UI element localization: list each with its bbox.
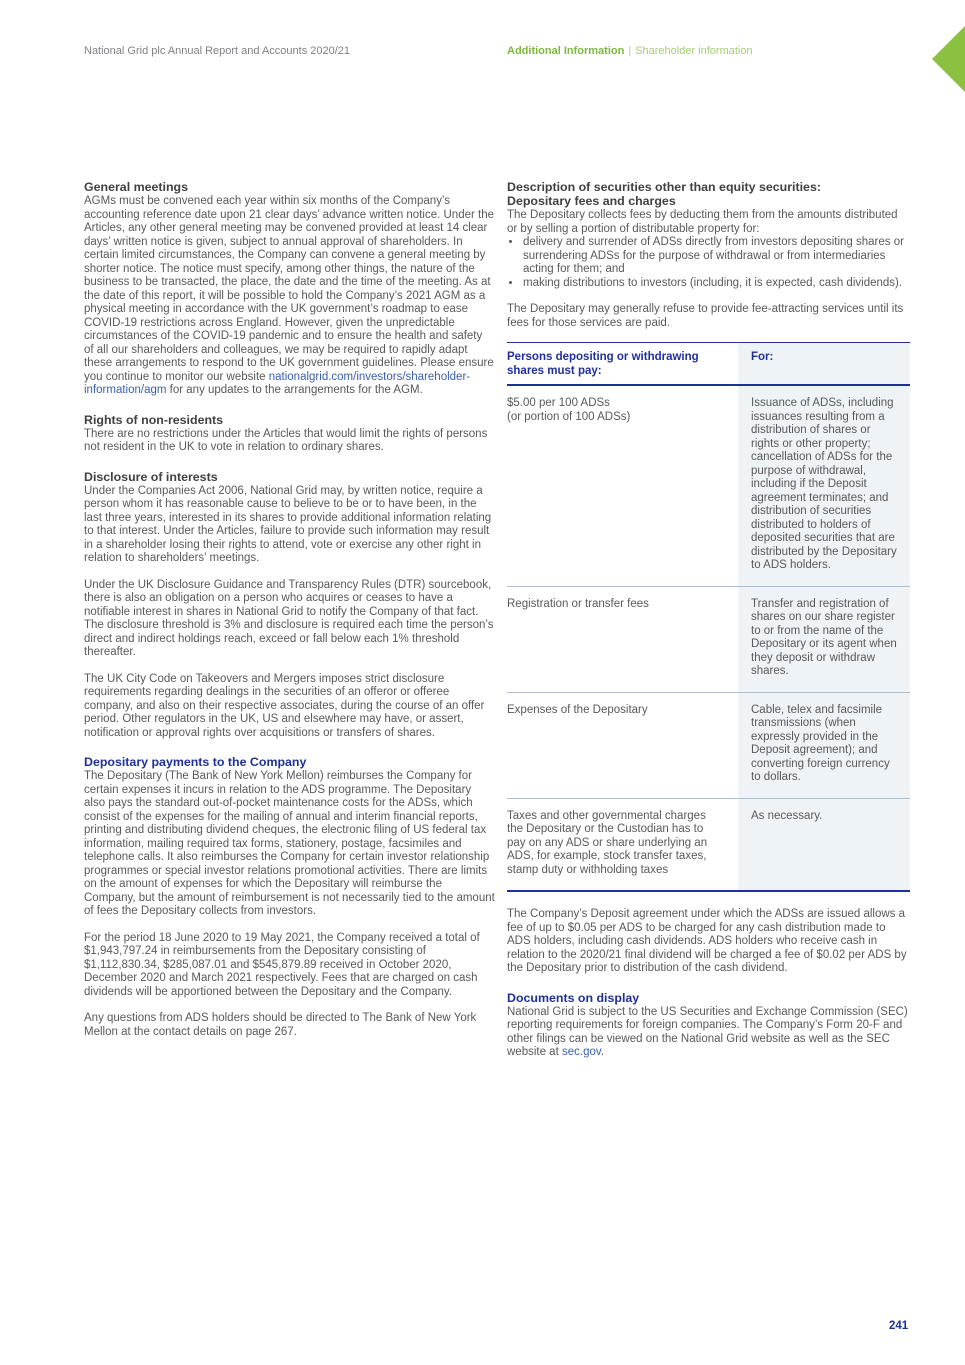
cell-for: Transfer and registration of shares on our share register to or from the name of the Depositary or its agent when they deposit or withdraw shares. — [738, 586, 910, 692]
paragraph-documents-on-display — [507, 1006, 910, 1060]
section-heading-disclosure-of-interests: Disclosure of interests — [84, 469, 218, 484]
section-heading-securities-description — [507, 180, 910, 208]
left-column — [84, 180, 495, 1060]
cell-pay: Expenses of the Depositary — [507, 692, 738, 798]
agm-information-link[interactable]: nationalgrid.com/investors/shareholder-information/agm — [84, 370, 471, 396]
paragraph-deposit-agreement: The Company’s Deposit agreement under which the ADSs are issued allows a fee of up to $0.05 per ADS to be charged for any cash distribution made to ADS holders, including cash dividends. ADS holders who receive cash in relation to the 2020/21 final dividend will be charged a fee of $0.02 per ADS by the Depositary prior to distribution of the cash dividend. — [507, 908, 907, 974]
list-item: • delivery and surrender of ADSs directly from investors depositing shares or surrendering ADSs for the purpose of withdrawal or from intermediaries acting for them; and — [522, 236, 910, 277]
paragraph-depositary-payments-3: Any questions from ADS holders should be directed to The Bank of New York Mellon at the contact details on page 267. — [84, 1012, 477, 1038]
section-heading-general-meetings: General meetings — [84, 180, 188, 194]
paragraph-text: . — [600, 1046, 604, 1058]
cell-for: Issuance of ADSs, including issuances resulting from a distribution of shares or rights or other property; cancellation of ADSs for the purpose of withdrawal, including if the Deposit agreement terminates; and distribution of securities distributed to holders of deposited securities that are distributed by the Depositary to ADS holders. — [738, 385, 910, 586]
breadcrumb-divider: | — [628, 45, 632, 57]
heading-line: Description of securities other than equity securities: — [507, 180, 821, 194]
paragraph-disclosure-3: The UK City Code on Takeovers and Mergers imposes strict disclosure requirements regarding dealings in the securities of an offeror or offeree company, and also on their respective associates, during the course of an offer period. Other regulators in the UK, US and elsewhere may have, or assert, notification or approval rights over acquisitions or transfers of shares. — [84, 672, 485, 739]
column-header-persons-pay: Persons depositing or withdrawing shares must pay: — [507, 343, 738, 386]
table-header-row — [507, 343, 910, 386]
paragraph-disclosure-1: Under the Companies Act 2006, National Grid may, by written notice, require a person whom it has reasonable cause to believe to be or to have been, in the last three years, interested in its shares to provide additional information relating to that interest. Under the Articles, failure to provide such information may result in a shareholder losing their rights to attend, vote or exercise any other right in relation to shareholders’ meetings. — [84, 484, 492, 564]
column-header-for: For: — [738, 343, 910, 386]
cell-text-line: $5.00 per 100 ADSs — [507, 397, 610, 409]
paragraph-securities-intro: The Depositary collects fees by deducting them from the amounts distributed or by selling a portion of distributable property for: — [507, 209, 898, 235]
header-breadcrumb — [507, 45, 753, 58]
page-number: 241 — [889, 1320, 909, 1332]
breadcrumb-subsection: Shareholder information — [635, 45, 753, 57]
paragraph-disclosure-2: Under the UK Disclosure Guidance and Transparency Rules (DTR) sourcebook, there is also an obligation on a person who acquires or ceases to have a notifiable interest in shares in National Grid to notify the Company of that fact. The disclosure threshold is 3% and disclosure is required each time the person’s direct and indirect holdings reach, exceed or fall below each 1% threshold thereafter. — [84, 578, 494, 658]
sec-website-link[interactable]: sec.gov — [561, 1046, 601, 1058]
right-column — [507, 180, 910, 1060]
table-row — [507, 385, 910, 586]
section-heading-depositary-payments: Depositary payments to the Company — [84, 755, 307, 769]
paragraph-depositary-payments-1: The Depositary (The Bank of New York Mellon) reimburses the Company for certain expenses it incurs in relation to the ADS programme. The Depositary also pays the standard out-of-pocket maintenance costs for the ADSs, which consist of the expenses for the mailing of annual and interim financial reports, printing and distributing dividend cheques, the electronic filing of US federal tax information, mailing required tax forms, stationery, postage, facsimiles and telephone calls. It also reimburses the Company for certain investor relationship programmes or special investor relations promotional activities. There are limits on the amount of expenses for which the Depositary will reimburse the Company, but the amount of reimbursement is not necessarily tied to the amount of fees the Depositary collects from investors. — [84, 770, 495, 917]
heading-line: Depositary fees and charges — [507, 194, 676, 208]
table-row — [507, 798, 910, 891]
paragraph-text: National Grid is subject to the US Securities and Exchange Commission (SEC) reporting requirements for foreign companies. The Company’s Form 20-F and other filings can be viewed on the National Grid website as well as the SEC website at — [507, 1005, 908, 1058]
cell-for: Cable, telex and facsimile transmissions (when expressly provided in the Deposit agreement); and converting foreign currency to dollars. — [738, 692, 910, 798]
paragraph-rights-of-non-residents: There are no restrictions under the Articles that would limit the rights of persons not resident in the UK to vote in relation to ordinary shares. — [84, 427, 488, 453]
list-item: • making distributions to investors (including, it is expected, cash dividends). — [522, 277, 910, 291]
table-header — [507, 343, 910, 386]
page-header — [84, 45, 914, 58]
cell-pay — [507, 385, 738, 586]
paragraph-general-meetings — [84, 195, 495, 398]
page-content — [84, 180, 910, 1060]
paragraph-text: AGMs must be convened each year within six months of the Company’s accounting reference date upon 21 clear days’ advance written notice. Under the Articles, any other general meeting may be convened provided at least 14 clear days’ written notice is given, subject to annual approval of shareholders. In certain limited circumstances, the Company can convene a general meeting by shorter notice. The notice must specify, among other things, the nature of the business to be transacted, the place, the date and the time of the meeting. As at the date of this report, it will be possible to hold the Company’s 2021 AGM as a physical meeting in accordance with the UK government’s roadmap to ease COVID-19 restrictions across England. However, given the unpredictable circumstances of the COVID-19 pandemic and to ensure the health and safety of all our shareholders and colleagues, we may be required to rapidly adapt these arrangements to respond to the UK government guidelines. Please ensure you continue to monitor our website — [84, 195, 494, 383]
table-row — [507, 586, 910, 692]
green-diamond-icon — [932, 18, 965, 100]
report-title: National Grid plc Annual Report and Accounts 2020/21 — [84, 45, 351, 57]
paragraph-fee-refusal: The Depositary may generally refuse to provide fee-attracting services until its fees for those services are paid. — [507, 303, 904, 329]
section-heading-documents-on-display: Documents on display — [507, 990, 640, 1005]
section-heading-rights-of-non-residents: Rights of non-residents — [84, 412, 224, 427]
cell-text-line: (or portion of 100 ADSs) — [507, 410, 631, 423]
cell-pay: Registration or transfer fees — [507, 586, 738, 692]
cell-for: As necessary. — [738, 798, 910, 891]
paragraph-text: for any updates to the arrangements for the AGM. — [166, 384, 423, 396]
fees-bullet-list — [507, 236, 910, 290]
breadcrumb-section: Additional Information — [507, 45, 625, 57]
paragraph-depositary-payments-2: For the period 18 June 2020 to 19 May 2021, the Company received a total of $1,943,797.24 in reimbursements from the Depositary consisting of $1,112,830.34, $285,087.01 and $545,879.89 received in October 2020, December 2020 and March 2021 respectively. Fees that are charged on cash dividends will be apportioned between the Depositary and the Company. — [84, 931, 480, 998]
cell-pay: Taxes and other governmental charges the Depositary or the Custodian has to pay on any ADS or share underlying an ADS, for example, stock transfer taxes, stamp duty or withholding taxes — [507, 798, 738, 891]
depositary-fees-table — [507, 342, 910, 892]
table-row — [507, 692, 910, 798]
